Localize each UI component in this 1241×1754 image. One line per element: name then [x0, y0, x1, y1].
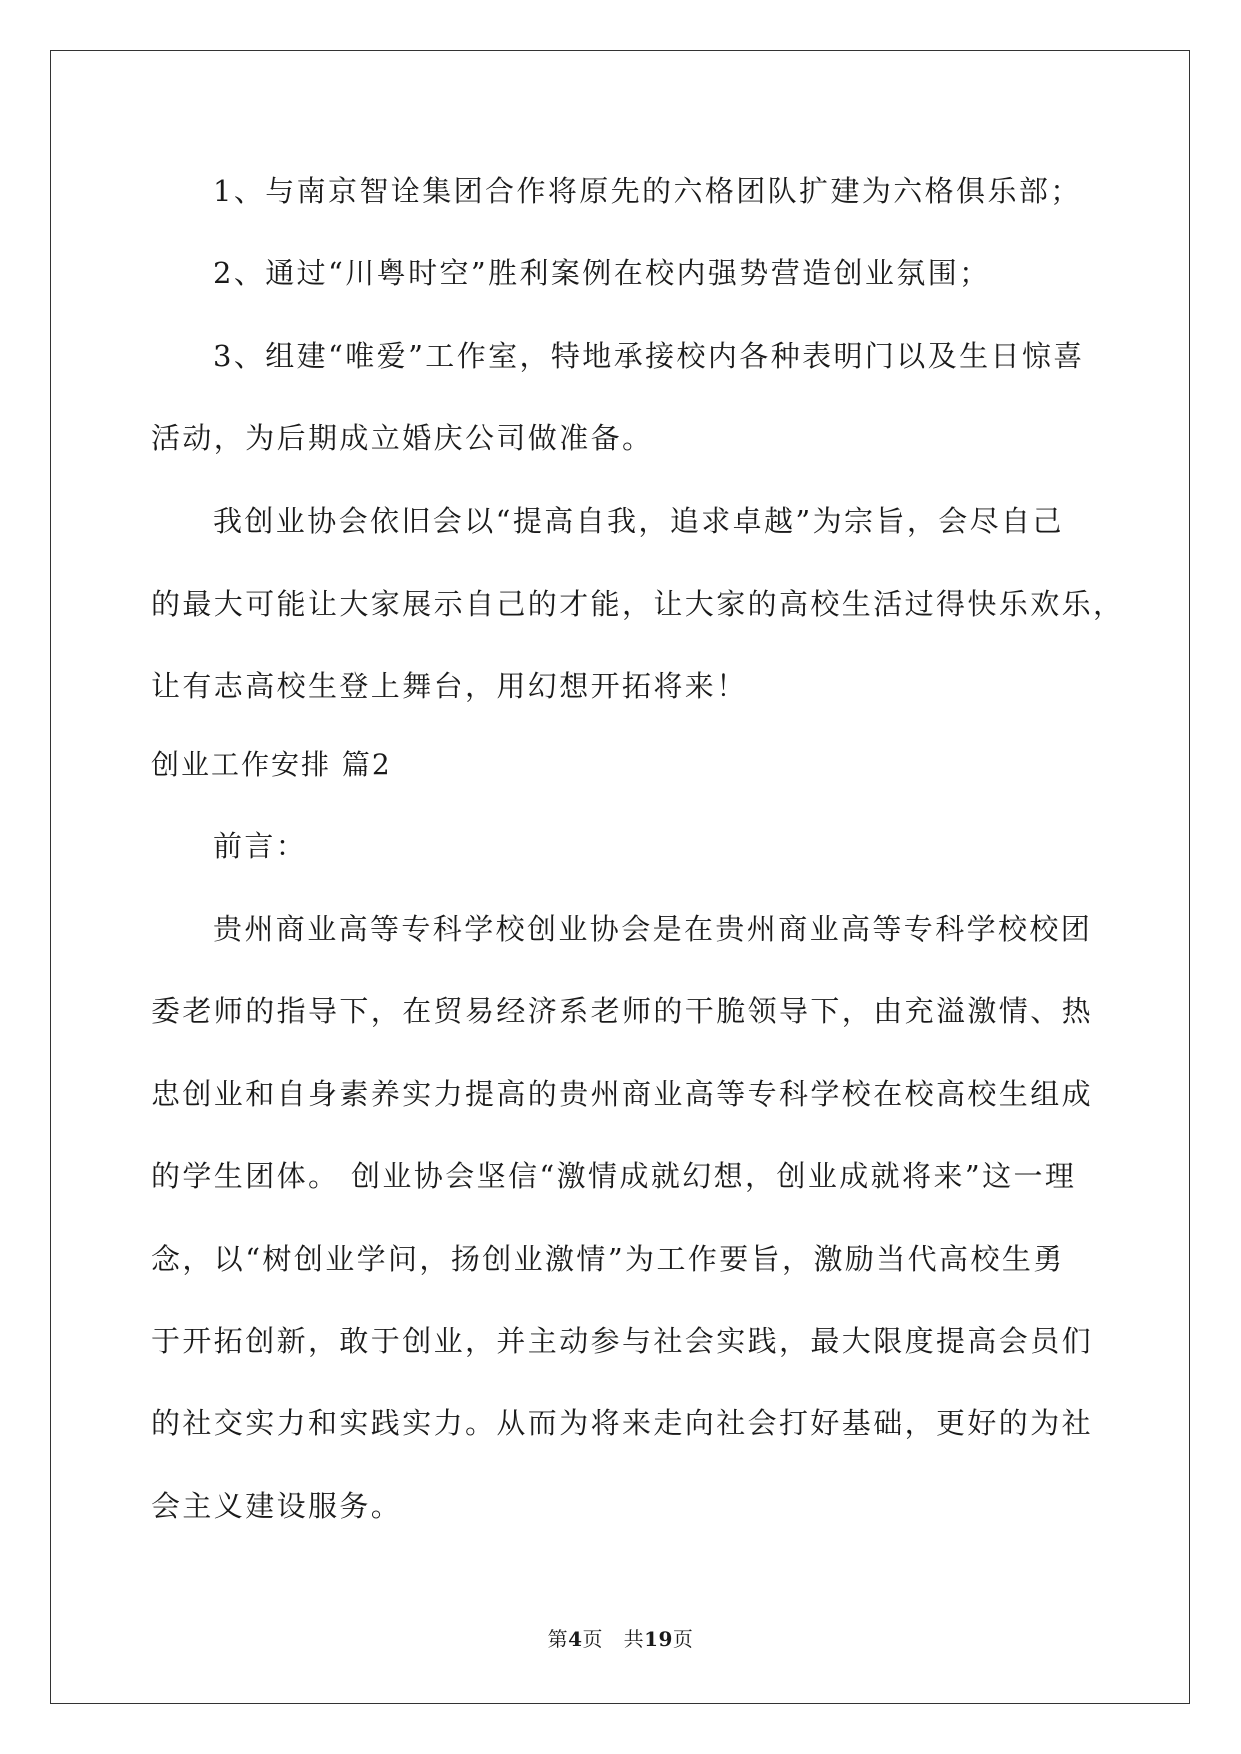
paragraph-line: 贵州商业高等专科学校创业协会是在贵州商业高等专科学校校团	[213, 912, 1093, 946]
section-heading: 创业工作安排 篇2	[151, 748, 392, 781]
paragraph-line: 的学生团体。 创业协会坚信“激情成就幻想，创业成就将来”这一理	[151, 1159, 1077, 1193]
list-item-1: 1、与南京智诠集团合作将原先的六格团队扩建为六格俱乐部；	[213, 174, 1082, 208]
current-page-number: 4	[568, 1627, 583, 1651]
paragraph-line: 忠创业和自身素养实力提高的贵州商业高等专科学校在校高校生组成	[151, 1077, 1094, 1111]
page-border	[50, 50, 1190, 1704]
page-footer	[0, 1626, 1241, 1652]
paragraph-line: 会主义建设服务。	[151, 1489, 403, 1523]
paragraph-line: 的最大可能让大家展示自己的才能，让大家的高校生活过得快乐欢乐，	[151, 587, 1125, 621]
list-item-2: 2、通过“川粤时空”胜利案例在校内强势营造创业氛围；	[213, 256, 991, 290]
footer-prefix: 第	[547, 1627, 569, 1651]
paragraph-line: 念，以“树创业学问，扬创业激情”为工作要旨，激励当代高校生勇	[151, 1242, 1065, 1276]
paragraph-line: 的社交实力和实践实力。从而为将来走向社会打好基础，更好的为社	[151, 1406, 1094, 1440]
preface-label: 前言：	[213, 829, 308, 863]
footer-total-prefix: 共	[623, 1627, 645, 1651]
footer-total-suffix: 页	[672, 1627, 694, 1651]
paragraph-line: 委老师的指导下，在贸易经济系老师的干脆领导下，由充溢激情、热	[151, 994, 1094, 1028]
list-item-3: 3、组建“唯爱”工作室，特地承接校内各种表明门以及生日惊喜	[213, 339, 1085, 373]
total-pages-number: 19	[644, 1627, 673, 1651]
paragraph-line: 于开拓创新，敢于创业，并主动参与社会实践，最大限度提高会员们	[151, 1324, 1094, 1358]
paragraph-line: 我创业协会依旧会以“提高自我，追求卓越”为宗旨，会尽自己	[213, 504, 1064, 538]
footer-page-suffix: 页	[582, 1627, 603, 1651]
list-item-3-continued: 活动，为后期成立婚庆公司做准备。	[151, 421, 654, 455]
paragraph-line: 让有志高校生登上舞台，用幻想开拓将来！	[151, 669, 748, 703]
